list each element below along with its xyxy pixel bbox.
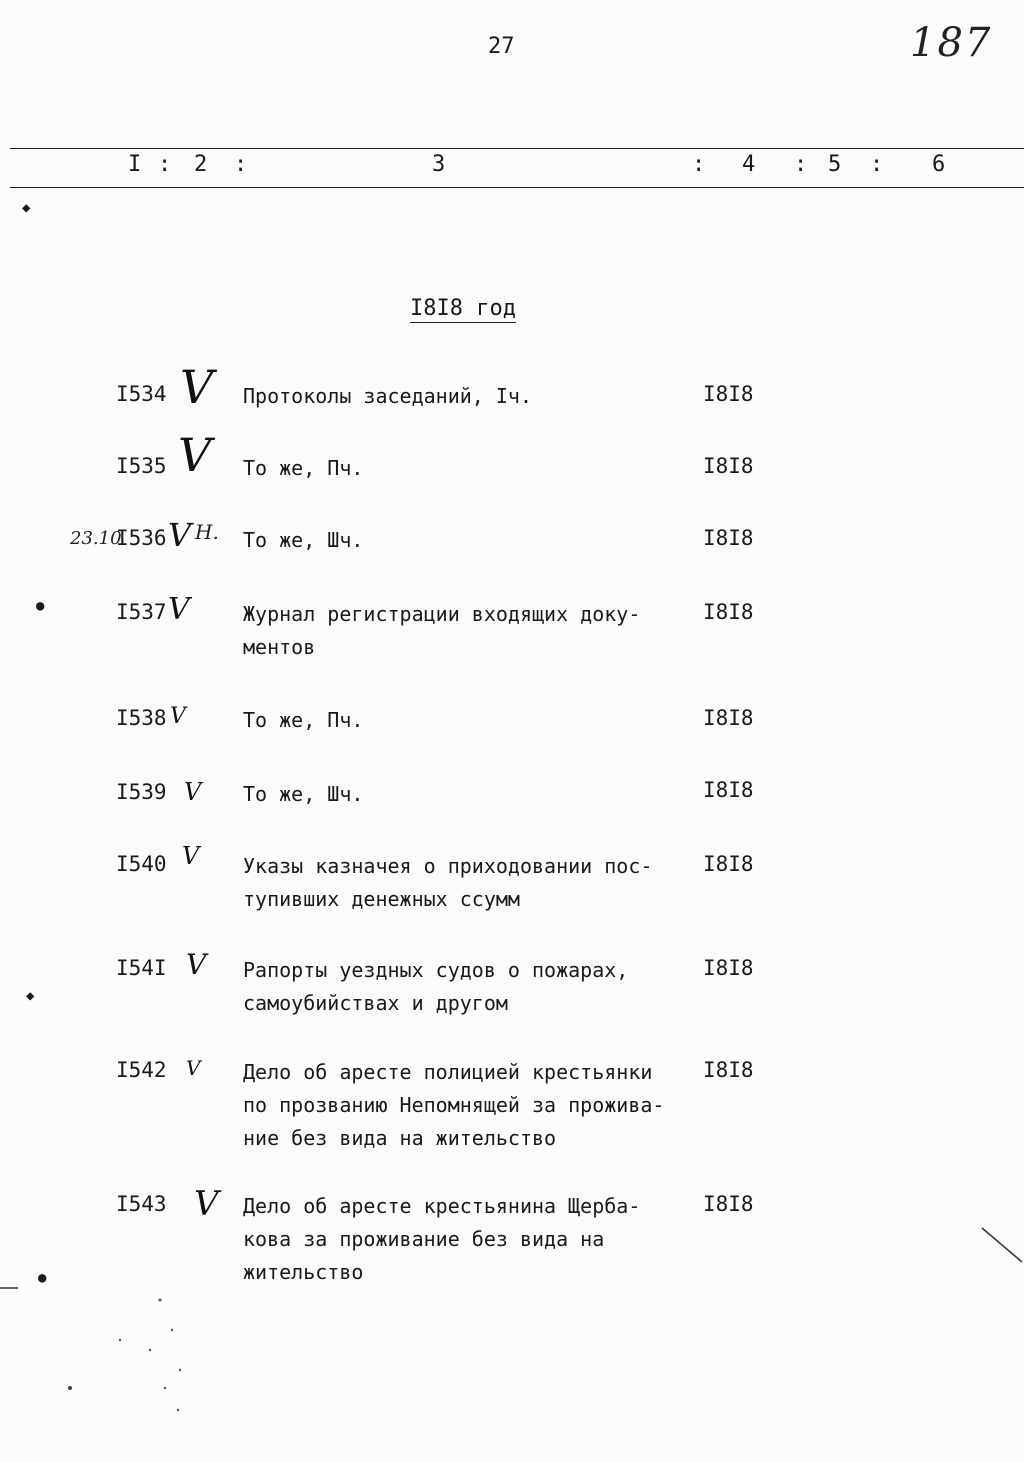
entry-number: I539 [116,780,167,804]
description-line: по прозванию Непомнящей за прожива- [243,1093,665,1117]
entry-year: I8I8 [703,706,754,730]
description-line: ние без вида на жительство [243,1126,557,1150]
scan-speck [119,1339,121,1341]
entry-number: I542 [116,1058,167,1082]
scan-speck [149,1349,151,1351]
description-line: То же, Шч. [243,782,364,806]
entry-year: I8I8 [703,852,754,876]
check-mark-icon: V [186,1056,201,1080]
description-line: То же, Пч. [243,456,364,480]
year-heading: I8I8 год [410,296,516,321]
check-mark-icon: V [182,842,200,870]
column-separator: : [234,152,248,177]
column-3-label: 3 [432,152,446,177]
entry-year: I8I8 [703,956,754,980]
margin-arrow-marker: ◆ [22,200,31,216]
description-line: То же, Шч. [243,528,364,552]
check-mark-icon: V [168,592,190,627]
entry-year: I8I8 [703,778,754,802]
scan-speck [171,1329,173,1331]
check-mark-icon: V [170,704,186,729]
description-line: жительство [243,1260,364,1284]
entry-year: I8I8 [703,600,754,624]
entry-year: I8I8 [703,1192,754,1216]
description-line: тупивших денежных ссумм [243,887,520,911]
column-separator: : [794,152,808,177]
check-mark-icon: V [194,1184,219,1224]
column-2-label: 2 [194,152,208,177]
check-mark-icon: V [168,516,192,554]
column-4-label: 4 [742,152,756,177]
description-line: Рапорты уездных судов о пожарах, [243,958,629,982]
scan-speck [68,1386,72,1390]
entry-number: I536 [116,526,167,550]
description-line: Дело об аресте крестьянина Щерба- [243,1194,641,1218]
entry-number: I538 [116,706,167,730]
check-mark-icon: V [186,948,207,981]
description-line: То же, Пч. [243,708,364,732]
entry-number: I537 [116,600,167,624]
check-mark-icon: V [184,778,202,806]
entry-year: I8I8 [703,382,754,406]
description-line: Протоколы заседаний, Iч. [243,384,532,408]
column-separator: : [158,152,172,177]
description-line: ментов [243,635,316,659]
description-line: самоубийствах и другом [243,991,508,1015]
entry-year: I8I8 [703,526,754,550]
scan-speck [164,1387,166,1389]
entry-year: I8I8 [703,1058,754,1082]
description-line: кова за проживание без вида на [243,1227,605,1251]
column-6-label: 6 [932,152,946,177]
entry-number: I543 [116,1192,167,1216]
page-number: 27 [488,34,515,59]
scan-stroke [982,1228,1022,1262]
scan-speck [159,1299,162,1302]
column-5-label: 5 [828,152,842,177]
entry-number: I535 [116,454,167,478]
description-line: Журнал регистрации входящих доку- [243,602,641,626]
archive-sheet-number: 187 [910,20,993,66]
margin-dot-marker: ◆ [26,988,35,1004]
margin-dot-marker: ● [38,1270,47,1286]
handwritten-initial-note: Н. [195,520,219,544]
column-separator: : [692,152,706,177]
entry-number: I540 [116,852,167,876]
scan-speck [179,1369,181,1371]
check-mark-icon: V [178,428,212,482]
column-separator: : [870,152,884,177]
entry-number: I54I [116,956,167,980]
entry-number: I534 [116,382,167,406]
description-line: Дело об аресте полицией крестьянки [243,1060,653,1084]
column-1-label: I [128,152,142,177]
check-mark-icon: V [180,360,214,414]
scan-speck [177,1409,179,1411]
handwritten-date-note: 23.10 [70,528,122,549]
entry-year: I8I8 [703,454,754,478]
margin-dot-marker: ● [36,598,45,614]
description-line: Указы казначея о приходовании пос- [243,854,653,878]
